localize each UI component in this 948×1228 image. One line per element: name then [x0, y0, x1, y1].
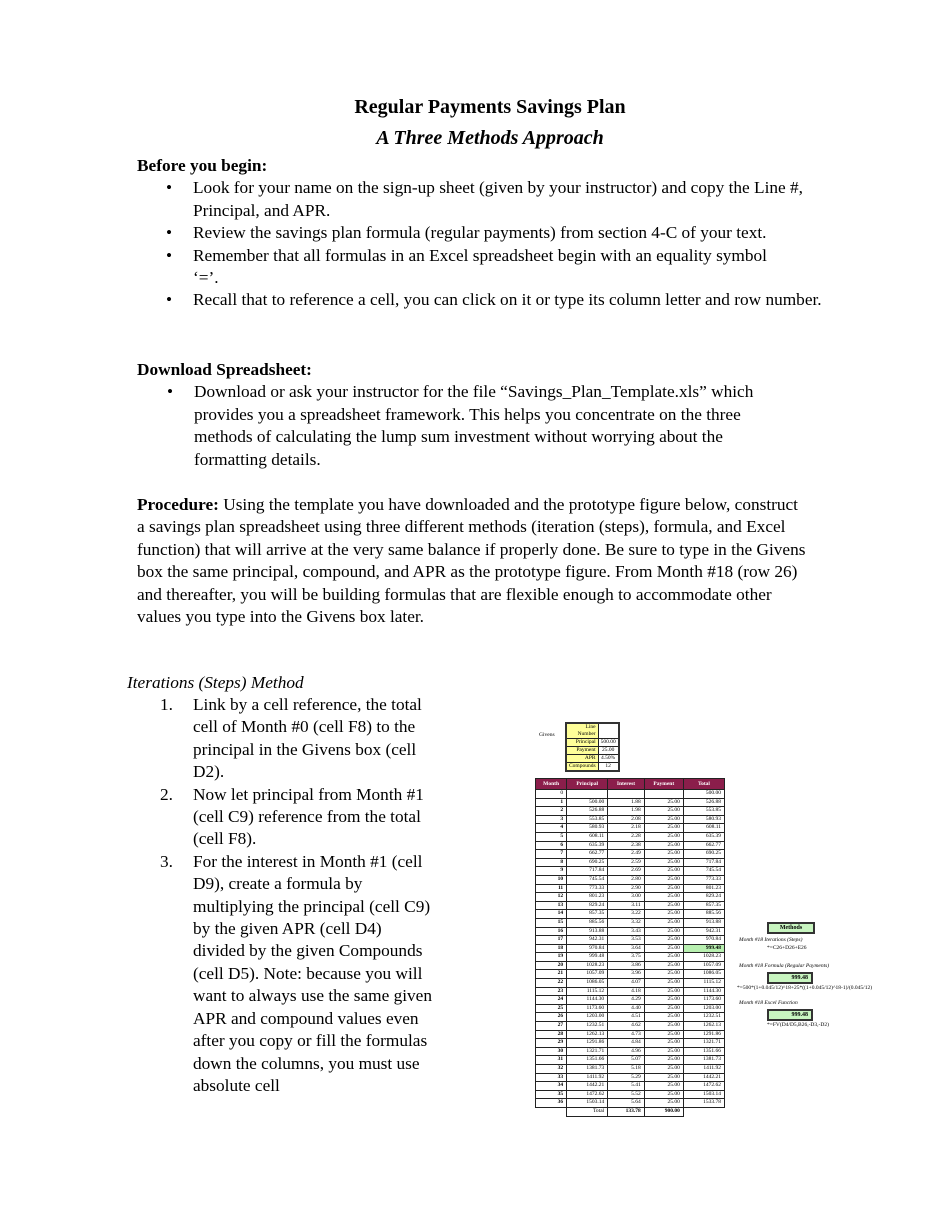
principal-cell[interactable]: 1321.71: [567, 1047, 608, 1056]
iterations-heading: Iterations (Steps) Method: [127, 673, 304, 692]
step-text: Now let principal from Month #1 (cell C9) reference from the total (cell F8).: [193, 784, 424, 849]
table-row: [536, 867, 725, 876]
interest-cell[interactable]: 5.18: [608, 1065, 645, 1074]
interest-cell[interactable]: 3.64: [608, 944, 645, 953]
givens-value[interactable]: 4.50%: [598, 755, 619, 763]
month-cell[interactable]: 7: [536, 850, 567, 859]
interest-cell[interactable]: 5.52: [608, 1090, 645, 1099]
principal-cell[interactable]: 857.35: [567, 910, 608, 919]
total-cell[interactable]: 690.25: [683, 850, 724, 859]
bullet: • Look for your name on the sign-up sheet (given by your instructor) and copy the Line #, Principal, and APR.: [136, 177, 867, 222]
interest-cell[interactable]: 4.29: [608, 996, 645, 1005]
methods-title: Methods: [767, 922, 815, 934]
givens-key: Line Number: [566, 723, 598, 739]
month-cell[interactable]: 11: [536, 884, 567, 893]
total-cell[interactable]: 942.31: [683, 927, 724, 936]
payment-cell[interactable]: 25.00: [644, 1022, 683, 1031]
month-cell[interactable]: 10: [536, 875, 567, 884]
cell[interactable]: [644, 790, 683, 799]
principal-cell[interactable]: 829.24: [567, 901, 608, 910]
principal-cell[interactable]: 690.25: [567, 858, 608, 867]
principal-cell[interactable]: 1028.23: [567, 961, 608, 970]
table-row: [536, 884, 725, 893]
table-row: [536, 979, 725, 988]
interest-cell[interactable]: 2.18: [608, 824, 645, 833]
interest-cell[interactable]: 2.38: [608, 841, 645, 850]
month-cell[interactable]: 27: [536, 1022, 567, 1031]
table-row: [536, 927, 725, 936]
step-item: [160, 851, 435, 1097]
givens-key: APR: [566, 755, 598, 763]
interest-cell[interactable]: 3.53: [608, 936, 645, 945]
payment-cell[interactable]: 25.00: [644, 936, 683, 945]
totals-label: Total: [567, 1107, 608, 1116]
principal-cell[interactable]: 1144.30: [567, 996, 608, 1005]
excel-formula: *=FV(D4/D5,B26,-D3,-D2): [767, 1022, 829, 1028]
interest-cell[interactable]: 1.88: [608, 798, 645, 807]
givens-key: Payment: [566, 747, 598, 755]
table-row: [536, 1022, 725, 1031]
interest-cell[interactable]: 4.18: [608, 987, 645, 996]
interest-cell[interactable]: 3.86: [608, 961, 645, 970]
payment-cell[interactable]: 25.00: [644, 1065, 683, 1074]
month-cell[interactable]: 29: [536, 1039, 567, 1048]
excel-label: Month #18 Excel Function: [739, 1000, 798, 1006]
formula-text: *=500*(1+0.045/12)^18+25*((1+0.045/12)^18-1)/(0.045/12): [737, 985, 873, 991]
month-cell[interactable]: 4: [536, 824, 567, 833]
formula-label: Month #18 Formula (Regular Payments): [739, 963, 830, 969]
before-heading: Before you begin:: [137, 156, 268, 175]
principal-cell[interactable]: 1472.62: [567, 1090, 608, 1099]
table-row: [536, 1056, 725, 1065]
total-payment: 900.00: [644, 1107, 683, 1116]
total-cell[interactable]: 1472.62: [683, 1082, 724, 1091]
givens-row: [566, 739, 619, 747]
principal-cell[interactable]: 745.54: [567, 875, 608, 884]
total-cell[interactable]: 553.85: [683, 807, 724, 816]
column-header: Interest: [608, 779, 645, 790]
total-cell[interactable]: 580.93: [683, 815, 724, 824]
principal-cell[interactable]: 1203.00: [567, 1013, 608, 1022]
interest-cell[interactable]: 4.84: [608, 1039, 645, 1048]
month-cell[interactable]: 19: [536, 953, 567, 962]
download-section: [137, 359, 782, 471]
principal-cell[interactable]: 801.23: [567, 893, 608, 902]
total-cell[interactable]: 773.33: [683, 875, 724, 884]
payment-cell[interactable]: 25.00: [644, 824, 683, 833]
interest-cell[interactable]: 2.28: [608, 832, 645, 841]
principal-cell[interactable]: 1503.14: [567, 1099, 608, 1108]
givens-value[interactable]: 500.00: [598, 739, 619, 747]
cell[interactable]: 0: [536, 790, 567, 799]
month-cell[interactable]: 31: [536, 1056, 567, 1065]
table-row: [536, 807, 725, 816]
givens-key: Compounds: [566, 763, 598, 772]
payment-cell[interactable]: 25.00: [644, 815, 683, 824]
payment-cell[interactable]: 25.00: [644, 1047, 683, 1056]
total-cell[interactable]: 1173.60: [683, 996, 724, 1005]
payment-cell[interactable]: 25.00: [644, 850, 683, 859]
principal-cell[interactable]: 1411.92: [567, 1073, 608, 1082]
month-cell[interactable]: 35: [536, 1090, 567, 1099]
totals-row: [536, 1107, 725, 1116]
procedure-text: Using the template you have downloaded and the prototype figure below, construct a savings plan spreadsheet using three different methods (iteration (steps), formula, and Excel function) that will arrive at the very same balance if properly done. Be sure to type in the Givens box the same principal, compound, and APR as the prototype figure. From Month #18 (row 26) and thereafter, you will be building formulas that are flexible enough to accommodate other values you type into the Givens box later.: [137, 495, 806, 627]
step-text: For the interest in Month #1 (cell D9), create a formula by multiplying the principal (cell C9) by the given APR (cell D4) divided by the given Compounds (cell D5). Note: because you will want to always use the same given APR and compound values even after you copy or fill the formulas down the columns, you must use absolute cell: [193, 851, 432, 1095]
principal-cell[interactable]: 1115.12: [567, 987, 608, 996]
payment-cell[interactable]: 25.00: [644, 1039, 683, 1048]
iterations-steps: [160, 694, 435, 1097]
step-item: [160, 784, 435, 851]
column-header: Month: [536, 779, 567, 790]
methods-panel: [737, 922, 873, 1028]
table-row: [536, 1030, 725, 1039]
month-cell[interactable]: 24: [536, 996, 567, 1005]
column-header: Total: [683, 779, 724, 790]
principal-cell[interactable]: 885.56: [567, 918, 608, 927]
payment-cell[interactable]: 25.00: [644, 987, 683, 996]
total-cell[interactable]: 999.48: [683, 944, 724, 953]
payments-table: [535, 778, 725, 1117]
table-row: [536, 901, 725, 910]
month-cell[interactable]: 23: [536, 987, 567, 996]
total-cell[interactable]: 608.11: [683, 824, 724, 833]
table-row: [536, 1013, 725, 1022]
total-cell[interactable]: 1262.13: [683, 1022, 724, 1031]
table-row: [536, 875, 725, 884]
principal-cell[interactable]: 608.11: [567, 832, 608, 841]
table-row: [536, 944, 725, 953]
payment-cell[interactable]: 25.00: [644, 832, 683, 841]
month-cell[interactable]: 25: [536, 1004, 567, 1013]
interest-cell[interactable]: 4.73: [608, 1030, 645, 1039]
total-cell[interactable]: 526.88: [683, 798, 724, 807]
iterations-formula: *=C26+D26+E26: [767, 945, 807, 951]
interest-cell[interactable]: 5.07: [608, 1056, 645, 1065]
givens-value[interactable]: 12: [598, 763, 619, 772]
month-cell[interactable]: 14: [536, 910, 567, 919]
total-cell[interactable]: 1411.92: [683, 1065, 724, 1074]
total-cell[interactable]: 801.23: [683, 884, 724, 893]
step-item: [160, 694, 435, 784]
page-subtitle: A Three Methods Approach: [376, 127, 604, 149]
total-interest: 133.78: [608, 1107, 645, 1116]
interest-cell[interactable]: 4.62: [608, 1022, 645, 1031]
interest-cell[interactable]: 3.32: [608, 918, 645, 927]
payment-cell[interactable]: 25.00: [644, 1090, 683, 1099]
total-cell[interactable]: 829.24: [683, 893, 724, 902]
bullet: • Remember that all formulas in an Excel spreadsheet begin with an equality symbol ‘=’.: [136, 245, 867, 290]
givens-value[interactable]: [598, 723, 619, 739]
payment-cell[interactable]: 25.00: [644, 996, 683, 1005]
month-cell[interactable]: 17: [536, 936, 567, 945]
month-cell[interactable]: 9: [536, 867, 567, 876]
page-title: Regular Payments Savings Plan: [354, 96, 626, 118]
table-row: [536, 953, 725, 962]
givens-row: [566, 763, 619, 772]
interest-cell[interactable]: 4.07: [608, 979, 645, 988]
cell[interactable]: [608, 790, 645, 799]
table-row: [536, 996, 725, 1005]
table-row: [536, 1047, 725, 1056]
table-row: [536, 798, 725, 807]
givens-value[interactable]: 25.00: [598, 747, 619, 755]
payment-cell[interactable]: 25.00: [644, 1013, 683, 1022]
principal-cell[interactable]: 500.00: [567, 798, 608, 807]
payment-cell[interactable]: 25.00: [644, 1030, 683, 1039]
payment-cell[interactable]: 25.00: [644, 875, 683, 884]
table-row: [536, 850, 725, 859]
principal-cell[interactable]: 1086.05: [567, 979, 608, 988]
principal-cell[interactable]: 970.84: [567, 944, 608, 953]
procedure-label: Procedure:: [137, 495, 219, 514]
procedure-paragraph: [137, 494, 807, 628]
total-cell[interactable]: 717.84: [683, 858, 724, 867]
payment-cell[interactable]: 25.00: [644, 1082, 683, 1091]
total-cell[interactable]: 885.56: [683, 910, 724, 919]
month-cell[interactable]: 36: [536, 1099, 567, 1108]
total-cell[interactable]: 1381.73: [683, 1056, 724, 1065]
month-cell[interactable]: 30: [536, 1047, 567, 1056]
total-cell[interactable]: 1442.21: [683, 1073, 724, 1082]
total-cell[interactable]: 1203.00: [683, 1004, 724, 1013]
table-row: [536, 1090, 725, 1099]
interest-cell[interactable]: 5.64: [608, 1099, 645, 1108]
principal-cell[interactable]: 942.31: [567, 936, 608, 945]
principal-cell[interactable]: 913.88: [567, 927, 608, 936]
table-row: [536, 815, 725, 824]
month-cell[interactable]: 5: [536, 832, 567, 841]
month-cell[interactable]: 3: [536, 815, 567, 824]
total-cell[interactable]: 1144.30: [683, 987, 724, 996]
month-cell[interactable]: 28: [536, 1030, 567, 1039]
step-text: Link by a cell reference, the total cell of Month #0 (cell F8) to the principal in the Givens box (cell D2).: [193, 695, 422, 782]
interest-cell[interactable]: 3.11: [608, 901, 645, 910]
payment-cell[interactable]: 25.00: [644, 884, 683, 893]
month-cell[interactable]: 12: [536, 893, 567, 902]
table-row: [536, 858, 725, 867]
interest-cell[interactable]: 2.08: [608, 815, 645, 824]
month-cell[interactable]: 16: [536, 927, 567, 936]
interest-cell[interactable]: 2.69: [608, 867, 645, 876]
payment-cell[interactable]: 25.00: [644, 893, 683, 902]
total-cell[interactable]: 745.54: [683, 867, 724, 876]
principal-cell[interactable]: 999.48: [567, 953, 608, 962]
payment-cell[interactable]: 25.00: [644, 910, 683, 919]
total-cell[interactable]: 1533.78: [683, 1099, 724, 1108]
total-cell[interactable]: 970.84: [683, 936, 724, 945]
column-header: Principal: [567, 779, 608, 790]
interest-cell[interactable]: 4.96: [608, 1047, 645, 1056]
payment-cell[interactable]: 25.00: [644, 901, 683, 910]
payment-cell[interactable]: 25.00: [644, 841, 683, 850]
month-cell[interactable]: 26: [536, 1013, 567, 1022]
payment-cell[interactable]: 25.00: [644, 858, 683, 867]
interest-cell[interactable]: 3.96: [608, 970, 645, 979]
principal-cell[interactable]: 773.33: [567, 884, 608, 893]
payment-cell[interactable]: 25.00: [644, 918, 683, 927]
total-cell[interactable]: 1291.86: [683, 1030, 724, 1039]
interest-cell[interactable]: 2.49: [608, 850, 645, 859]
table-row: [536, 1004, 725, 1013]
table-row: [536, 790, 725, 799]
total-cell[interactable]: 662.77: [683, 841, 724, 850]
table-row: [536, 893, 725, 902]
header-row: [536, 779, 725, 790]
month-cell[interactable]: 8: [536, 858, 567, 867]
payment-cell[interactable]: 25.00: [644, 1099, 683, 1108]
payment-cell[interactable]: 25.00: [644, 927, 683, 936]
table-row: [536, 824, 725, 833]
interest-cell[interactable]: 3.22: [608, 910, 645, 919]
total-cell[interactable]: 913.88: [683, 918, 724, 927]
payment-cell[interactable]: 25.00: [644, 1004, 683, 1013]
payment-cell[interactable]: 25.00: [644, 979, 683, 988]
payment-cell[interactable]: 25.00: [644, 970, 683, 979]
payment-cell[interactable]: 25.00: [644, 867, 683, 876]
payment-cell[interactable]: 25.00: [644, 1056, 683, 1065]
step-number: 2.: [160, 784, 173, 804]
principal-cell[interactable]: 580.93: [567, 824, 608, 833]
payment-cell[interactable]: 25.00: [644, 798, 683, 807]
bullet: • Download or ask your instructor for the file “Savings_Plan_Template.xls” which provides you a spreadsheet framework. This helps you concentrate on the three methods of calculating the lump sum investment without worrying about the formatting details.: [137, 381, 782, 471]
table-row: [536, 1065, 725, 1074]
table-row: [536, 910, 725, 919]
principal-cell[interactable]: 662.77: [567, 850, 608, 859]
cell[interactable]: [567, 790, 608, 799]
table-row: [536, 1099, 725, 1108]
excel-value: 999.48: [767, 1009, 813, 1021]
principal-cell[interactable]: 526.88: [567, 807, 608, 816]
principal-cell[interactable]: 1057.09: [567, 970, 608, 979]
download-heading: Download Spreadsheet:: [137, 360, 312, 379]
total-cell[interactable]: 1057.09: [683, 961, 724, 970]
step-number: 3.: [160, 851, 173, 871]
givens-label: Givens: [539, 732, 555, 738]
table-row: [536, 961, 725, 970]
total-cell[interactable]: 1115.12: [683, 979, 724, 988]
principal-cell[interactable]: 1232.51: [567, 1022, 608, 1031]
interest-cell[interactable]: 2.90: [608, 884, 645, 893]
total-cell[interactable]: 1086.05: [683, 970, 724, 979]
payment-cell[interactable]: 25.00: [644, 961, 683, 970]
interest-cell[interactable]: 5.29: [608, 1073, 645, 1082]
payment-cell[interactable]: 25.00: [644, 953, 683, 962]
month-cell[interactable]: 2: [536, 807, 567, 816]
principal-cell[interactable]: 717.84: [567, 867, 608, 876]
principal-cell[interactable]: 635.39: [567, 841, 608, 850]
month-cell[interactable]: 13: [536, 901, 567, 910]
total-cell[interactable]: 1232.51: [683, 1013, 724, 1022]
table-row: [536, 918, 725, 927]
interest-cell[interactable]: 4.51: [608, 1013, 645, 1022]
givens-box: [565, 722, 620, 772]
payment-cell[interactable]: 25.00: [644, 1073, 683, 1082]
month-cell[interactable]: 6: [536, 841, 567, 850]
table-row: [536, 970, 725, 979]
principal-cell[interactable]: 1442.21: [567, 1082, 608, 1091]
interest-cell[interactable]: 1.98: [608, 807, 645, 816]
month-cell[interactable]: 15: [536, 918, 567, 927]
table-row: [536, 1073, 725, 1082]
interest-cell[interactable]: 3.75: [608, 953, 645, 962]
total-cell[interactable]: 1321.71: [683, 1039, 724, 1048]
payment-cell[interactable]: 25.00: [644, 807, 683, 816]
table-row: [536, 832, 725, 841]
principal-cell[interactable]: 1351.66: [567, 1056, 608, 1065]
month-cell[interactable]: 20: [536, 961, 567, 970]
principal-cell[interactable]: 1262.13: [567, 1030, 608, 1039]
month-cell[interactable]: 21: [536, 970, 567, 979]
table-row: [536, 1082, 725, 1091]
month-cell[interactable]: 18: [536, 944, 567, 953]
before-section: [137, 155, 867, 312]
principal-cell[interactable]: 1291.86: [567, 1039, 608, 1048]
step-number: 1.: [160, 695, 173, 714]
interest-cell[interactable]: 5.41: [608, 1082, 645, 1091]
total-cell[interactable]: 1028.23: [683, 953, 724, 962]
payment-cell[interactable]: 25.00: [644, 944, 683, 953]
interest-cell[interactable]: 4.40: [608, 1004, 645, 1013]
iterations-label: Month #18 Iterations (Steps): [739, 937, 803, 943]
formula-value: 999.48: [767, 972, 813, 984]
bullet: • Review the savings plan formula (regular payments) from section 4-C of your text.: [136, 222, 867, 244]
total-cell[interactable]: 1351.66: [683, 1047, 724, 1056]
month-cell[interactable]: 32: [536, 1065, 567, 1074]
cell[interactable]: 500.00: [683, 790, 724, 799]
bullet: • Recall that to reference a cell, you can click on it or type its column letter and row number.: [136, 289, 867, 311]
interest-cell[interactable]: 3.43: [608, 927, 645, 936]
interest-cell[interactable]: 3.00: [608, 893, 645, 902]
table-row: [536, 987, 725, 996]
total-cell[interactable]: 857.35: [683, 901, 724, 910]
principal-cell[interactable]: 1381.73: [567, 1065, 608, 1074]
principal-cell[interactable]: 1173.60: [567, 1004, 608, 1013]
month-cell[interactable]: 34: [536, 1082, 567, 1091]
givens-row: [566, 723, 619, 739]
table-row: [536, 1039, 725, 1048]
total-cell[interactable]: 1503.14: [683, 1090, 724, 1099]
givens-key: Principal: [566, 739, 598, 747]
principal-cell[interactable]: 553.85: [567, 815, 608, 824]
month-cell[interactable]: 22: [536, 979, 567, 988]
givens-row: [566, 747, 619, 755]
givens-row: [566, 755, 619, 763]
column-header: Payment: [644, 779, 683, 790]
interest-cell[interactable]: 2.59: [608, 858, 645, 867]
interest-cell[interactable]: 2.80: [608, 875, 645, 884]
table-row: [536, 841, 725, 850]
total-cell[interactable]: 635.39: [683, 832, 724, 841]
month-cell[interactable]: 33: [536, 1073, 567, 1082]
month-cell[interactable]: 1: [536, 798, 567, 807]
table-row: [536, 936, 725, 945]
